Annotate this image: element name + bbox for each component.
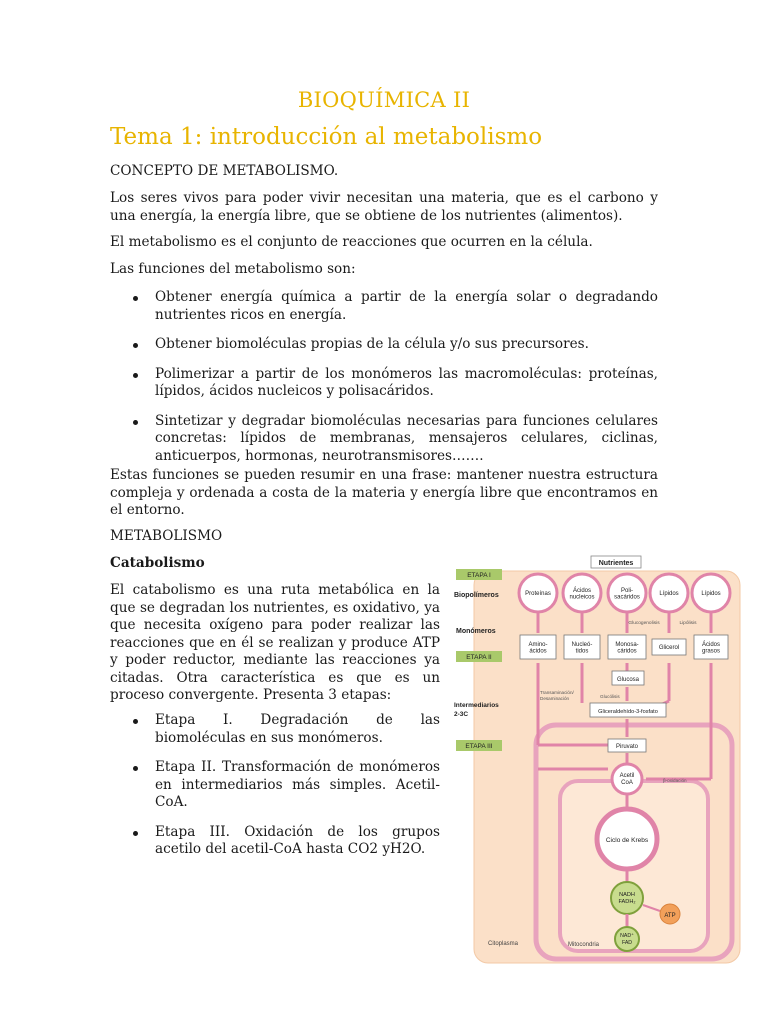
fad-label: FAD — [621, 940, 633, 946]
list-item-text: Polimerizar a partir de los monómeros las macromoléculas: proteínas, lípidos, ácidos nucleicos y polisacáridos. — [155, 365, 658, 399]
list-item-text: Obtener energía química a partir de la energía solar o degradando nutrientes ricos en energía. — [155, 289, 658, 323]
stage1-label: ETAPA I — [467, 572, 491, 579]
glucogenolisis-label: Glucogenolisis — [628, 621, 660, 626]
list-item-text: Obtener biomoléculas propias de la célula y/o sus precursores. — [155, 336, 589, 352]
acetil-coa-node — [612, 764, 642, 794]
list-item — [110, 413, 658, 466]
list-item — [110, 289, 658, 324]
polymer-label: Lípidos — [701, 591, 721, 597]
paragraph-catabolism: El catabolismo es una ruta metabólica en la que se degradan los nutrientes, es oxidativo, ya que necesita oxígeno para poder realizar las reacciones que en él se realizan y produce ATP y poder reductor, mediante las reacciones ya citadas. Otra característica es que es un proceso convergente. Presenta 3 etapas: — [110, 582, 440, 703]
polymer-label: Ácidos — [572, 587, 592, 594]
bullet-icon — [133, 766, 138, 771]
monomer-label: cáridos — [617, 648, 637, 655]
paragraph-definition: El metabolismo es el conjunto de reacciones que ocurren en la célula. — [110, 234, 593, 250]
row-label-intermediarios: Intermediarios — [454, 702, 499, 709]
citoplasma-label: Citoplasma — [488, 941, 519, 947]
stage2-label: ETAPA II — [466, 654, 492, 661]
list-item — [110, 712, 440, 747]
monomer-label: Glicerol — [658, 645, 680, 651]
monomer-label: grasos — [701, 648, 721, 655]
nad-node — [615, 927, 639, 951]
monomer-label: Ácidos — [701, 641, 721, 648]
list-item-text: Etapa II. Transformación de monómeros en intermediarios más simples. Acetil-CoA. — [155, 759, 440, 810]
paragraph-summary: Estas funciones se pueden resumir en una frase: mantener nuestra estructura compleja y ordenada a costa de la materia y energía libre que encontramos en el entorno. — [110, 467, 658, 518]
list-item-text: Etapa III. Oxidación de los grupos acetilo del acetil-CoA hasta CO2 yH2O. — [155, 823, 440, 857]
polymer-label: sacáridos — [614, 594, 640, 601]
glucosa-label: Glucosa — [616, 677, 640, 683]
polymer-label: Poli- — [620, 587, 634, 594]
list-item — [110, 824, 440, 859]
monomer-label: Monosa- — [615, 641, 639, 648]
list-item-text: Etapa I. Degradación de las biomoléculas en sus monómeros. — [155, 712, 440, 746]
list-item-text: Sintetizar y degradar biomoléculas necesarias para funciones celulares concretas: lípidos de membranas, mensajeros celulares, ciclinas, anticuerpos, hormonas, neurotransmisores……. — [155, 412, 658, 464]
paragraph-functions-intro: Las funciones del metabolismo son: — [110, 261, 356, 277]
list-item — [110, 336, 658, 354]
section-concept-heading: CONCEPTO DE METABOLISMO. — [110, 163, 339, 179]
row-label-monomeros: Monómeros — [456, 628, 496, 635]
bullet-icon — [133, 343, 138, 348]
krebs-label: Ciclo de Krebs — [605, 837, 649, 844]
nadh-node — [611, 882, 643, 914]
stages-list — [110, 712, 440, 859]
row-label-biopolimeros: Biopolímeros — [454, 592, 499, 599]
catabolism-heading: Catabolismo — [110, 555, 205, 571]
document-title: BIOQUÍMICA II — [297, 88, 471, 112]
diagram-svg — [448, 553, 758, 965]
polymer-label: Lípidos — [659, 591, 679, 597]
acetil-label: Acetil — [619, 773, 635, 779]
functions-list — [110, 289, 658, 465]
lipolisis-label: Lipólisis — [679, 621, 697, 626]
paragraph-intro: Los seres vivos para poder vivir necesitan una materia, que es el carbono y una energía, la energía libre, que se obtiene de los nutrientes (alimentos). — [110, 190, 658, 224]
monomer-label: tidos — [575, 648, 589, 655]
nadh-label: NADH — [619, 892, 635, 898]
monomer-label: Amino- — [528, 641, 548, 648]
stage3-label: ETAPA III — [465, 743, 493, 750]
monomer-label: ácidos — [529, 648, 547, 655]
section-metabolism-heading: METABOLISMO — [110, 528, 223, 544]
document-subtitle: Tema 1: introducción al metabolismo — [110, 124, 543, 150]
polymer-label: Proteínas — [525, 591, 551, 597]
fadh2-label: FADH₂ — [618, 899, 636, 905]
coa-label: CoA — [621, 780, 633, 786]
transaminacion-label: Transaminación/ — [540, 690, 574, 695]
nad-label: NAD⁺ — [620, 933, 634, 939]
piruvato-label: Piruvato — [615, 744, 639, 750]
row-label-2-3c: 2-3C — [454, 711, 469, 718]
bullet-icon — [133, 373, 138, 378]
mitocondria-label: Mitocondria — [568, 942, 600, 948]
glucolisis-label: Glucólisis — [600, 694, 620, 699]
bullet-icon — [133, 420, 138, 425]
bullet-icon — [133, 831, 138, 836]
nutrientes-label: Nutrientes — [598, 560, 634, 567]
desaminacion-label: Desaminación — [540, 696, 570, 701]
polymer-label: nucleicos — [569, 594, 595, 601]
gliceraldehido-label: Gliceraldehído-3-fosfato — [598, 709, 658, 715]
betaoxidacion-label: β-oxidación — [663, 778, 687, 783]
atp-label: ATP — [664, 913, 676, 919]
bullet-icon — [133, 719, 138, 724]
catabolism-diagram — [448, 553, 758, 965]
list-item — [110, 759, 440, 812]
bullet-icon — [133, 296, 138, 301]
monomer-label: Nucleó- — [571, 641, 593, 648]
list-item — [110, 366, 658, 401]
